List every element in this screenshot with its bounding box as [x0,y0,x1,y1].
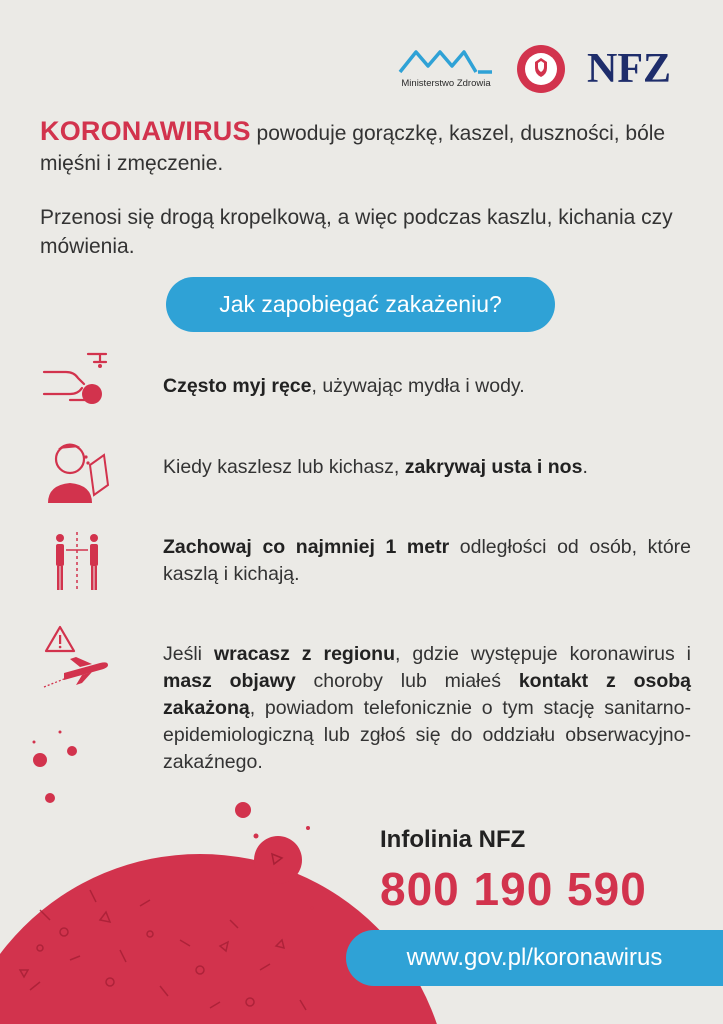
ministry-of-health-logo [396,44,496,96]
tip-cover-mouth-bold: zakrywaj usta i nos [404,456,583,478]
hand-washing-icon [40,350,112,410]
ministry-label: Ministerstwo Zdrowia [401,78,491,89]
tip-travel-bold-symptoms: masz objawy [163,670,296,692]
intro-symptoms [40,116,690,179]
sanitary-inspection-seal [516,44,566,94]
tip-travel-bold-region: wracasz z regionu [213,643,395,665]
tip-cover-mouth-pre: Kiedy kaszlesz lub kichasz, [163,456,405,478]
tip-travel-rest: , powiadom telefonicznie o tym stację sanitarno-epidemiologiczną lub zgłoś się do oddziału obserwacyjno-zakaźnego. [163,697,691,773]
tip-travel-pre: Jeśli [163,643,214,665]
tip-keep-distance-text: odległości od osób, które kaszlą i kichają. [163,536,692,585]
intro-symptoms-text: powoduje gorączkę, kaszel, duszności, bóle mięśni i zmęczenie. [40,122,666,175]
tip-travel-bold-contact: kontakt z osobą zakażoną [163,670,692,719]
travel-warning-icon [40,625,112,695]
tip-wash-hands-bold: Często myj ręce [163,375,312,397]
tip-wash-hands-text: , używając mydła i wody. [311,375,525,397]
tip-wash-hands [163,373,703,400]
tip-keep-distance-bold: Zachowaj co najmniej 1 metr [163,536,450,558]
infoline-phone[interactable]: 800 190 590 [380,863,647,915]
tip-cover-mouth [163,454,703,481]
tip-keep-distance [163,534,691,588]
distance-icon [50,530,106,594]
nfz-logo-text: NFZ [587,46,671,90]
keyword-coronavirus: KORONAWIRUS [40,116,251,146]
prevention-title: Jak zapobiegać zakażeniu? [166,277,555,332]
tip-travel-mid1: , gdzie występuje koronawirus i [395,643,691,665]
tip-cover-mouth-end: . [582,456,588,478]
intro-transmission: Przenosi się drogą kropelkową, a więc podczas kaszlu, kichania czy mówienia. [40,206,673,258]
sneeze-tissue-icon [42,433,110,505]
tip-travel-mid2: choroby lub miałeś [295,670,519,692]
infoline-label: Infolinia NFZ [380,826,526,853]
website-link[interactable]: www.gov.pl/koronawirus [346,930,723,986]
nfz-logo [587,44,679,90]
